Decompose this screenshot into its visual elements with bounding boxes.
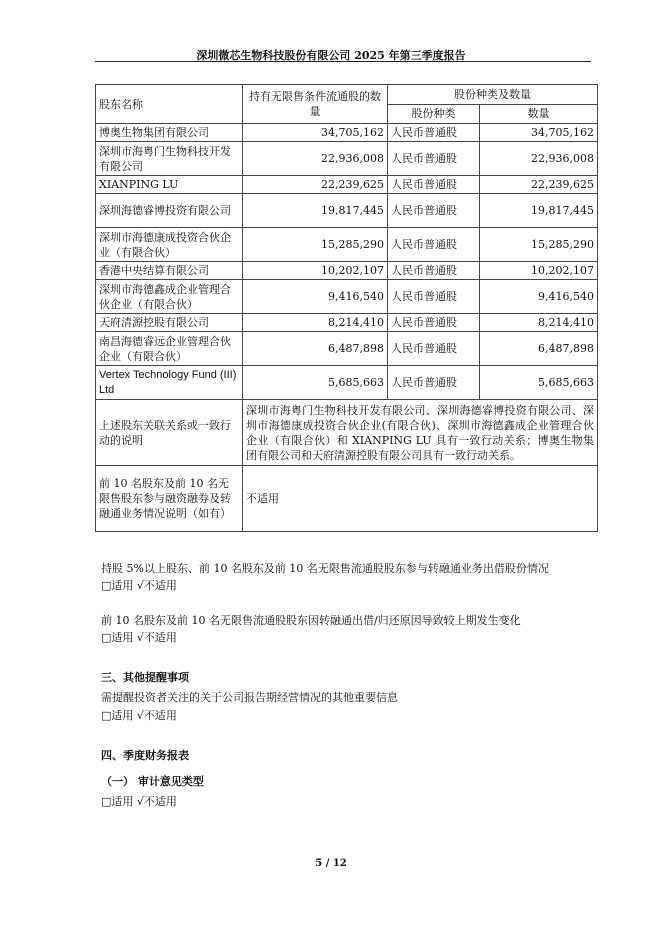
holder-shares: 34,705,162 <box>243 124 388 142</box>
table-row <box>96 228 598 262</box>
related-parties-label: 上述股东关联关系或一致行动的说明 <box>96 400 243 466</box>
other-reminders-choice: □适用 √不适用 <box>101 709 177 722</box>
holder-name: XIANPING LU <box>96 176 243 194</box>
holder-name: 深圳市海粤门生物科技开发有限公司 <box>96 142 243 176</box>
table-row <box>96 314 598 332</box>
holder-shares: 6,487,898 <box>243 332 388 366</box>
change-title: 前 10 名股东及前 10 名无限售流通股股东因转融通出借/归还原因导致较上期发生变化 <box>101 614 521 627</box>
header-rule <box>95 61 591 62</box>
margin-trading-row <box>96 466 598 532</box>
holder-shares: 15,285,290 <box>243 228 388 262</box>
share-qty: 6,487,898 <box>480 332 598 366</box>
lending-title: 持股 5%以上股东、前 10 名股东及前 10 名无限售流通股股东参与转融通业务出借股份情况 <box>101 562 549 575</box>
holder-name: Vertex Technology Fund (III) Ltd <box>96 366 243 400</box>
header-holder: 股东名称 <box>96 85 243 124</box>
holder-shares: 19,817,445 <box>243 194 388 228</box>
share-type: 人民币普通股 <box>388 366 480 400</box>
header-shares: 持有无限售条件流通股的数量 <box>243 85 388 124</box>
holder-name: 深圳市海德康成投资合伙企业（有限合伙） <box>96 228 243 262</box>
share-qty: 8,214,410 <box>480 314 598 332</box>
table-row <box>96 176 598 194</box>
share-qty: 5,685,663 <box>480 366 598 400</box>
holder-name: 深圳市海德鑫成企业管理合伙企业（有限合伙） <box>96 280 243 314</box>
header-type: 股份种类 <box>388 104 480 124</box>
financial-statements-heading: 四、季度财务报表 <box>101 749 189 762</box>
holder-shares: 10,202,107 <box>243 262 388 280</box>
other-reminders-text: 需提醒投资者关注的关于公司报告期经营情况的其他重要信息 <box>101 691 398 704</box>
share-type: 人民币普通股 <box>388 176 480 194</box>
holder-name: 深圳海德睿博投资有限公司 <box>96 194 243 228</box>
table-row <box>96 194 598 228</box>
other-reminders-heading: 三、其他提醒事项 <box>101 671 189 684</box>
share-type: 人民币普通股 <box>388 280 480 314</box>
holder-shares: 22,239,625 <box>243 176 388 194</box>
change-choice: □适用 √不适用 <box>101 631 177 644</box>
table-row <box>96 124 598 142</box>
related-parties-text: 深圳市海粤门生物科技开发有限公司、深圳海德睿博投资有限公司、深圳市海德康成投资合伙企业(有限合伙)、深圳市海德鑫成企业管理合伙企业（有限合伙）和 XIANPING LU 具有一致行动关系；博奥生物集团有限公司和天府清源控股有限公司具有一致行动关系。 <box>243 400 598 466</box>
holder-name: 天府清源控股有限公司 <box>96 314 243 332</box>
page-number: 5 / 12 <box>315 858 347 869</box>
share-qty: 19,817,445 <box>480 194 598 228</box>
table-row <box>96 366 598 400</box>
share-type: 人民币普通股 <box>388 262 480 280</box>
share-qty: 10,202,107 <box>480 262 598 280</box>
share-qty: 22,936,008 <box>480 142 598 176</box>
holder-shares: 22,936,008 <box>243 142 388 176</box>
holder-shares: 8,214,410 <box>243 314 388 332</box>
table-row <box>96 332 598 366</box>
report-header-title: 深圳微芯生物科技股份有限公司 2025 年第三季度报告 <box>196 49 466 62</box>
margin-trading-label: 前 10 名股东及前 10 名无限售股东参与融资融券及转融通业务情况说明（如有） <box>96 466 243 532</box>
share-type: 人民币普通股 <box>388 124 480 142</box>
table-row <box>96 280 598 314</box>
holder-name: 南昌海德睿远企业管理合伙企业（有限合伙） <box>96 332 243 366</box>
share-qty: 34,705,162 <box>480 124 598 142</box>
share-type: 人民币普通股 <box>388 332 480 366</box>
audit-opinion-choice: □适用 √不适用 <box>101 795 177 808</box>
header-type-group: 股份种类及数量 <box>388 85 598 105</box>
header-qty: 数量 <box>480 104 598 124</box>
share-type: 人民币普通股 <box>388 228 480 262</box>
share-type: 人民币普通股 <box>388 142 480 176</box>
share-qty: 15,285,290 <box>480 228 598 262</box>
table-row <box>96 262 598 280</box>
table-header-row <box>96 85 598 105</box>
holder-name: 博奥生物集团有限公司 <box>96 124 243 142</box>
holder-shares: 5,685,663 <box>243 366 388 400</box>
share-type: 人民币普通股 <box>388 314 480 332</box>
audit-opinion-heading: （一） 审计意见类型 <box>101 775 204 788</box>
top-shareholders-table <box>95 84 598 532</box>
holder-shares: 9,416,540 <box>243 280 388 314</box>
share-qty: 22,239,625 <box>480 176 598 194</box>
margin-trading-text: 不适用 <box>243 466 598 532</box>
share-type: 人民币普通股 <box>388 194 480 228</box>
share-qty: 9,416,540 <box>480 280 598 314</box>
holder-name: 香港中央结算有限公司 <box>96 262 243 280</box>
table-row <box>96 142 598 176</box>
lending-choice: □适用 √不适用 <box>101 579 177 592</box>
related-parties-row <box>96 400 598 466</box>
